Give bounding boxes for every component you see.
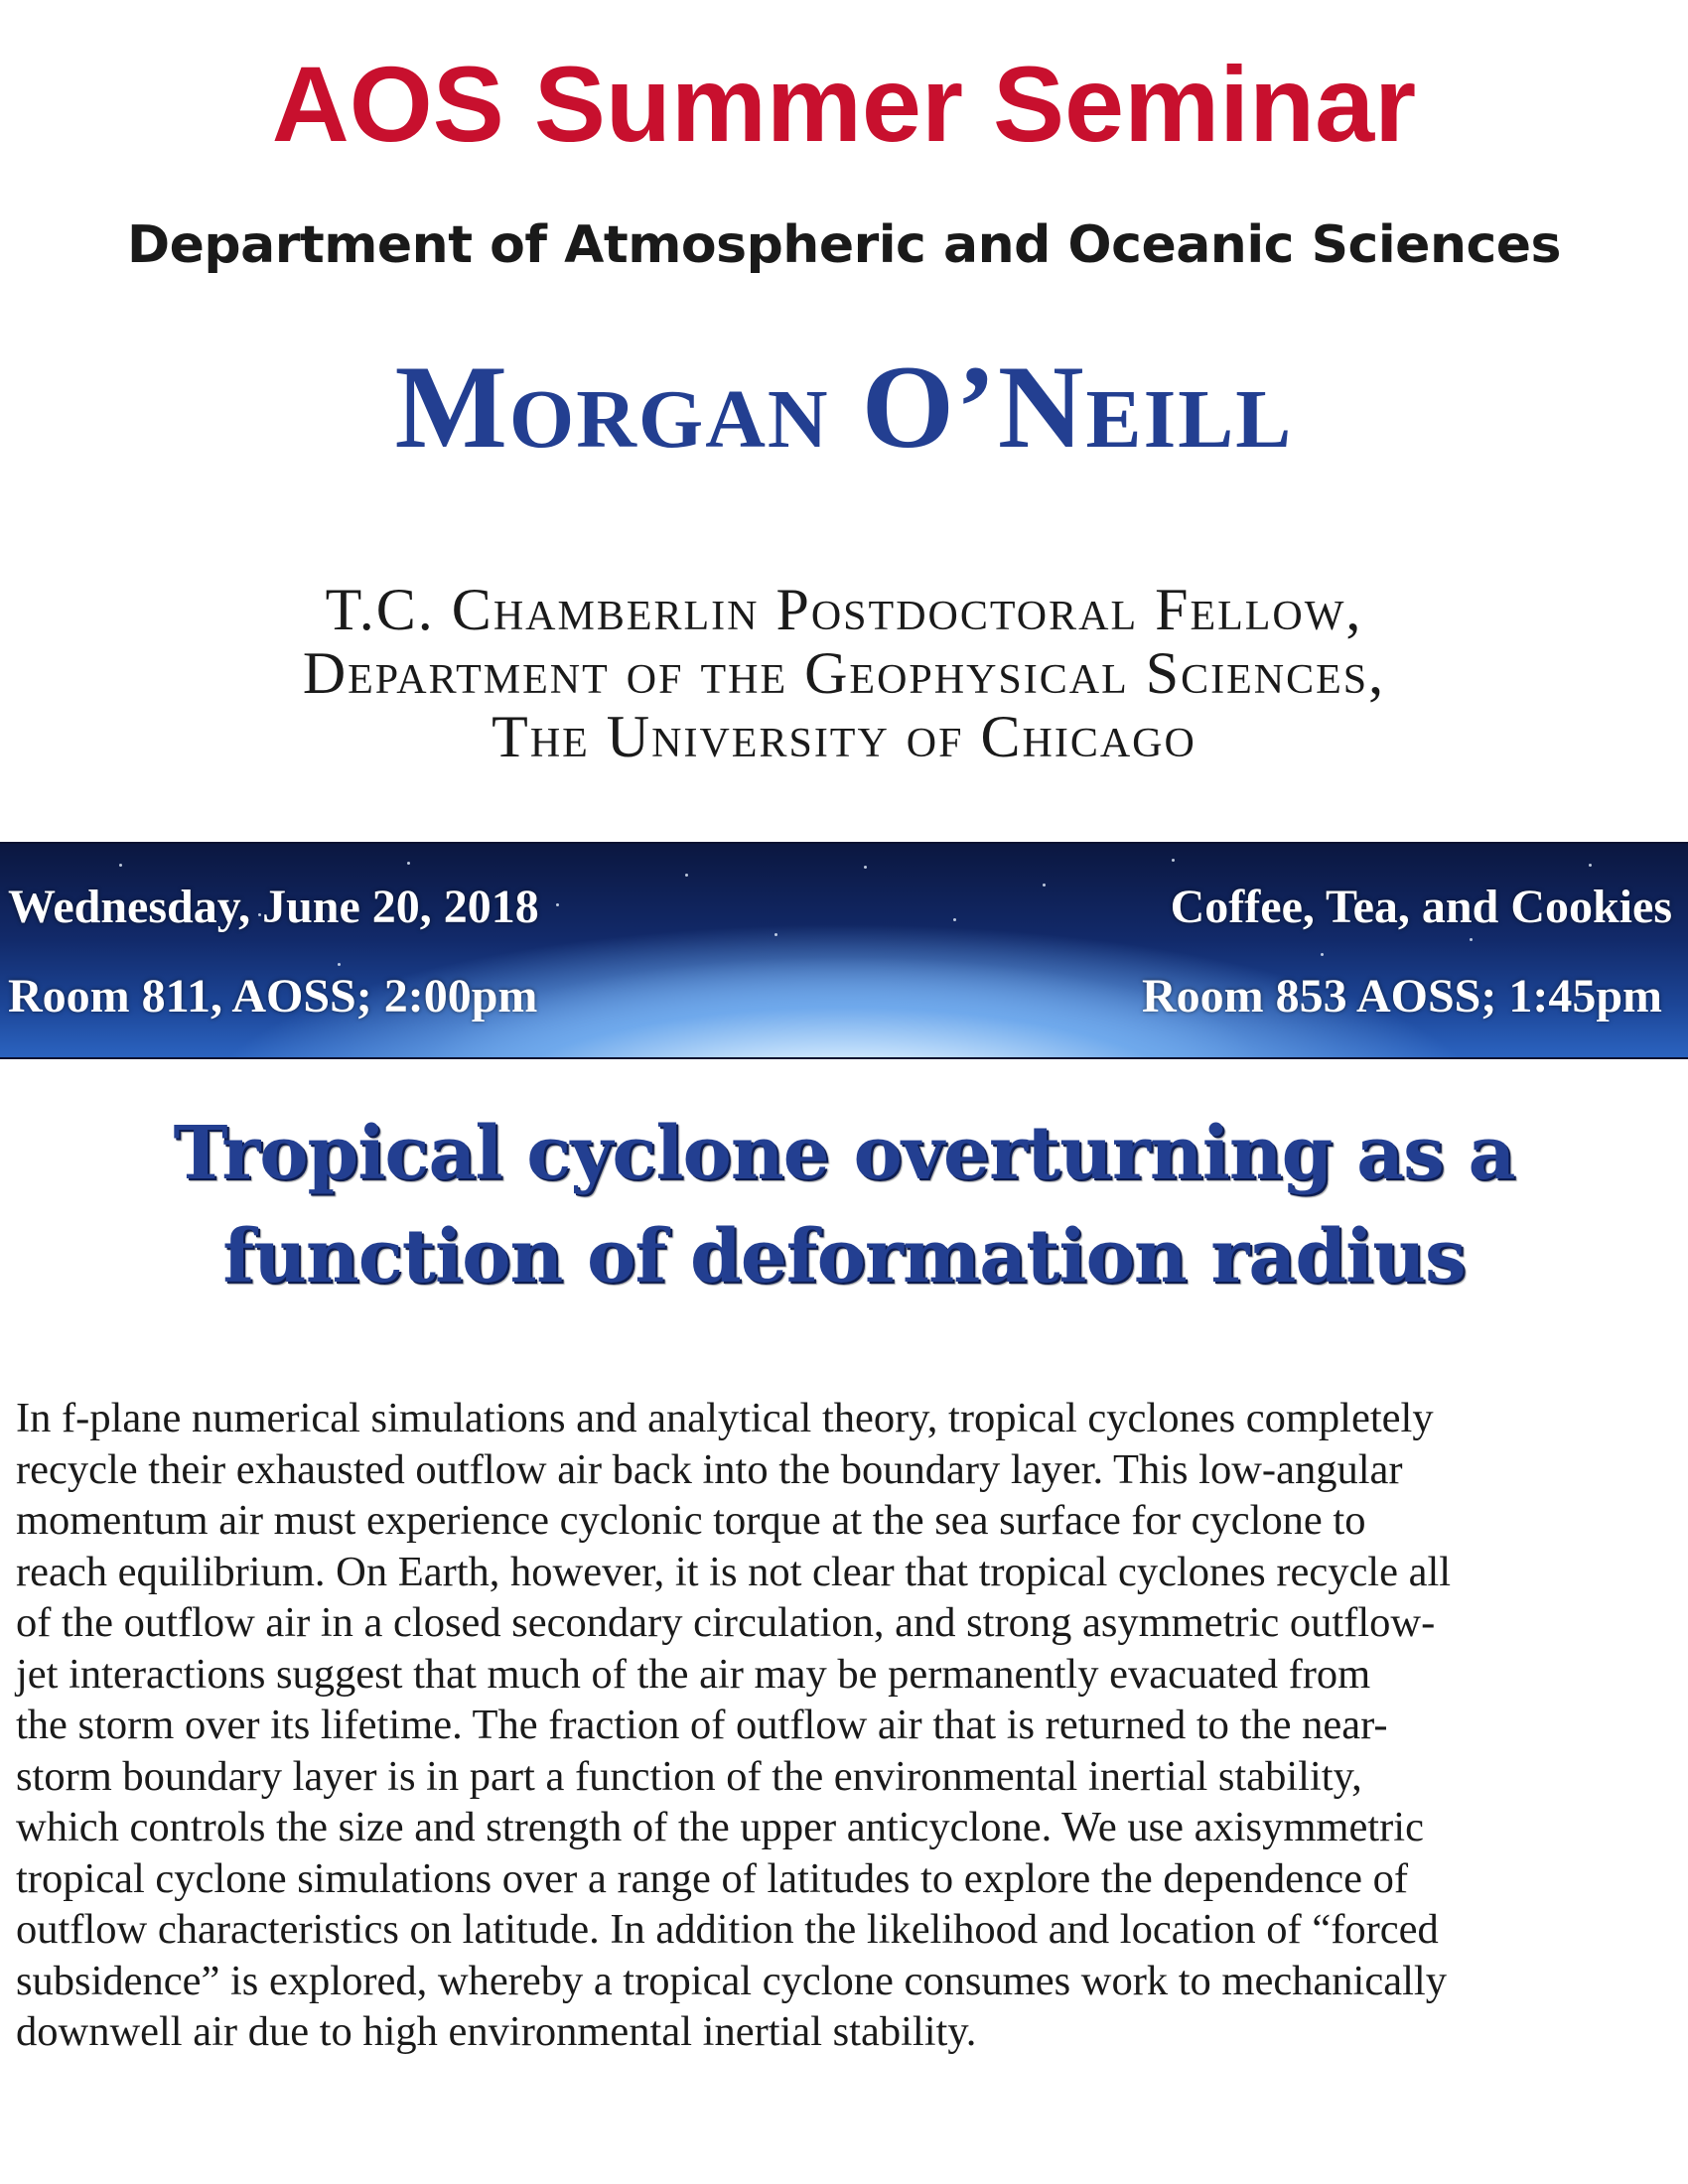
- affiliation-line: The University of Chicago: [492, 704, 1196, 769]
- abstract-line: subsidence” is explored, whereby a tropical cyclone consumes work to mechanically: [16, 1957, 1447, 2004]
- star-decoration: [685, 874, 688, 877]
- star-decoration: [774, 933, 777, 936]
- event-date: Wednesday, June 20, 2018: [8, 881, 539, 933]
- talk-title: [0, 1102, 1688, 1308]
- abstract-line: tropical cyclone simulations over a range of latitudes to explore the dependence of: [16, 1854, 1408, 1902]
- refreshments-label: Coffee, Tea, and Cookies: [1170, 881, 1672, 933]
- star-decoration: [953, 918, 956, 921]
- affiliation-line: T.C. Chamberlin Postdoctoral Fellow,: [325, 577, 1363, 642]
- abstract-line: which controls the size and strength of the upper anticyclone. We use axisymmetric: [16, 1804, 1424, 1850]
- refreshments-location: Room 853 AOSS; 1:45pm: [1141, 970, 1662, 1023]
- abstract-line: storm boundary layer is in part a function of the environmental inertial stability,: [16, 1752, 1362, 1800]
- star-decoration: [1470, 938, 1473, 941]
- affiliation-line: Department of the Geophysical Sciences,: [302, 640, 1386, 706]
- abstract-line: jet interactions suggest that much of the air may be permanently evacuated from: [16, 1650, 1371, 1698]
- star-decoration: [338, 963, 341, 966]
- talk-location: Room 811, AOSS; 2:00pm: [8, 970, 538, 1023]
- abstract-line: recycle their exhausted outflow air back into the boundary layer. This low-angular: [16, 1445, 1403, 1493]
- talk-title-line: Tropical cyclone overturning as a: [173, 1111, 1515, 1196]
- speaker-affiliation: [0, 578, 1688, 768]
- star-decoration: [1172, 859, 1175, 862]
- star-decoration: [407, 862, 410, 865]
- star-decoration: [1043, 884, 1046, 887]
- talk-title-line: function of deformation radius: [222, 1214, 1466, 1299]
- star-decoration: [1589, 864, 1592, 867]
- seminar-title: AOS Summer Seminar: [271, 44, 1417, 164]
- star-decoration: [556, 903, 559, 906]
- star-decoration: [864, 866, 867, 869]
- abstract-line: reach equilibrium. On Earth, however, it is not clear that tropical cyclones recycle all: [16, 1548, 1452, 1595]
- speaker-name: Morgan O’Neill: [394, 341, 1294, 473]
- abstract-line: momentum air must experience cyclonic torque at the sea surface for cyclone to: [16, 1497, 1366, 1544]
- star-decoration: [119, 864, 122, 867]
- abstract-line: In f-plane numerical simulations and analytical theory, tropical cyclones completely: [16, 1395, 1434, 1441]
- abstract-line: of the outflow air in a closed secondary circulation, and strong asymmetric outflow-: [16, 1599, 1436, 1646]
- event-banner: [0, 842, 1688, 1059]
- department-name: Department of Atmospheric and Oceanic Sciences: [126, 215, 1562, 275]
- abstract: [16, 1393, 1680, 2058]
- abstract-line: the storm over its lifetime. The fraction of outflow air that is returned to the near-: [16, 1702, 1388, 1748]
- abstract-line: outflow characteristics on latitude. In addition the likelihood and location of “forced: [16, 1906, 1439, 1953]
- star-decoration: [1321, 953, 1324, 956]
- abstract-line: downwell air due to high environmental inertial stability.: [16, 2008, 977, 2055]
